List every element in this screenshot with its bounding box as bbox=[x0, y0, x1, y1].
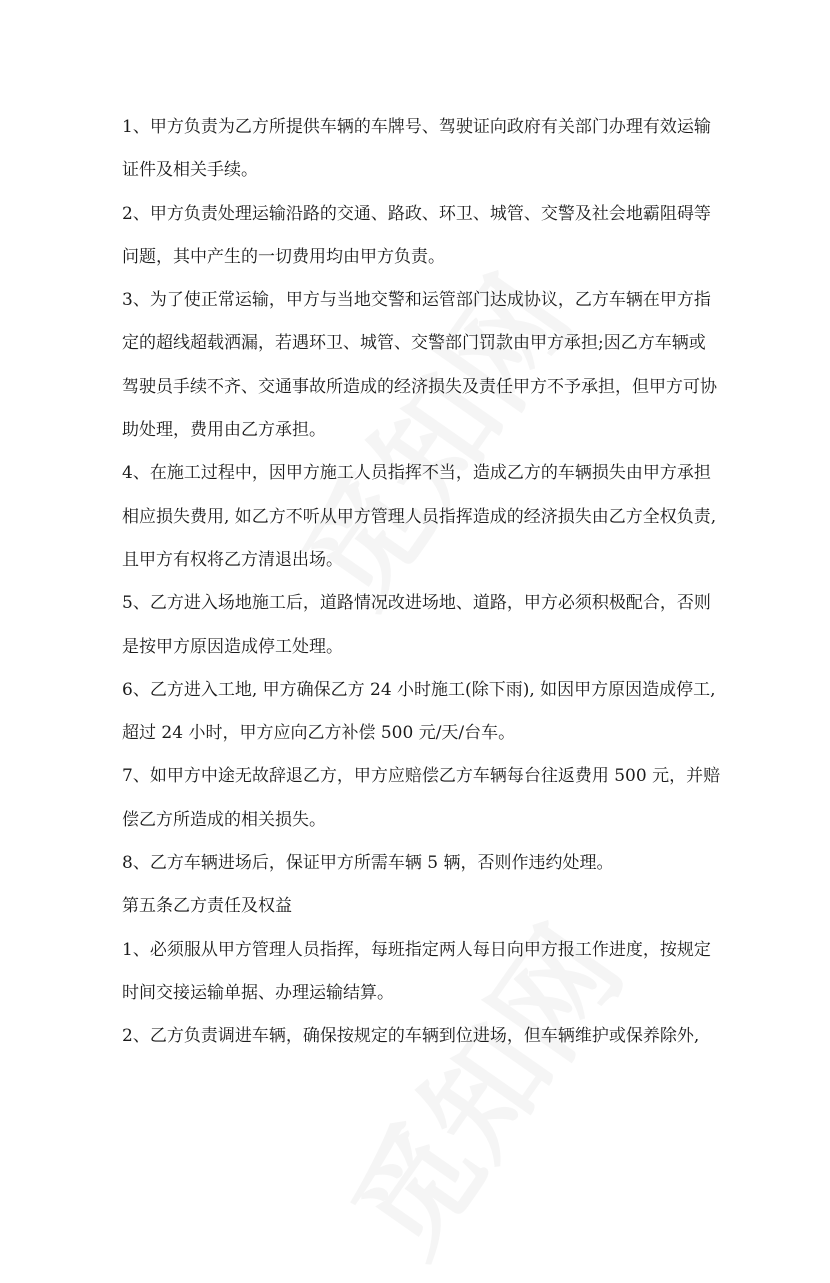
text-line: 超过 24 小时，甲方应向乙方补偿 500 元/天/台车。 bbox=[122, 723, 516, 744]
text-line: 证件及相关手续。 bbox=[122, 160, 258, 181]
text-line: 7、如甲方中途无故辞退乙方，甲方应赔偿乙方车辆每台往返费用 500 元，并赔 bbox=[122, 766, 721, 787]
text-line: 2、乙方负责调进车辆，确保按规定的车辆到位进场，但车辆维护或保养除外, bbox=[122, 1026, 700, 1047]
document-body bbox=[122, 106, 722, 1059]
text-line: 2、甲方负责处理运输沿路的交通、路政、环卫、城管、交警及社会地霸阻碍等 bbox=[122, 203, 711, 224]
text-line: 偿乙方所造成的相关损失。 bbox=[122, 809, 326, 830]
text-line: 1、必须服从甲方管理人员指挥，每班指定两人每日向甲方报工作进度，按规定 bbox=[122, 939, 711, 960]
text-line: 6、乙方进入工地, 甲方确保乙方 24 小时施工(除下雨), 如因甲方原因造成停工, bbox=[122, 679, 716, 700]
text-line: 定的超线超载洒漏，若遇环卫、城管、交警部门罚款由甲方承担;因乙方车辆或 bbox=[122, 333, 706, 354]
text-line: 问题，其中产生的一切费用均由甲方负责。 bbox=[122, 246, 445, 267]
text-line: 且甲方有权将乙方清退出场。 bbox=[122, 549, 343, 570]
text-line: 5、乙方进入场地施工后，道路情况改进场地、道路，甲方必须积极配合，否则 bbox=[122, 593, 711, 614]
text-line: 3、为了使正常运输，甲方与当地交警和运管部门达成协议，乙方车辆在甲方指 bbox=[122, 290, 711, 311]
text-line: 1、甲方负责为乙方所提供车辆的车牌号、驾驶证向政府有关部门办理有效运输 bbox=[122, 117, 711, 137]
text-line: 4、在施工过程中，因甲方施工人员指挥不当，造成乙方的车辆损失由甲方承担 bbox=[122, 463, 711, 484]
text-line: 是按甲方原因造成停工处理。 bbox=[122, 636, 343, 657]
text-line: 相应损失费用, 如乙方不听从甲方管理人员指挥造成的经济损失由乙方全权负责, bbox=[122, 506, 717, 527]
text-line: 驾驶员手续不齐、交通事故所造成的经济损失及责任甲方不予承担，但甲方可协 bbox=[122, 376, 717, 397]
text-line: 助处理，费用由乙方承担。 bbox=[122, 420, 326, 441]
text-line: 时间交接运输单据、办理运输结算。 bbox=[122, 982, 394, 1003]
section-heading: 第五条乙方责任及权益 bbox=[122, 896, 292, 917]
text-line: 8、乙方车辆进场后，保证甲方所需车辆 5 辆，否则作违约处理。 bbox=[122, 853, 614, 874]
